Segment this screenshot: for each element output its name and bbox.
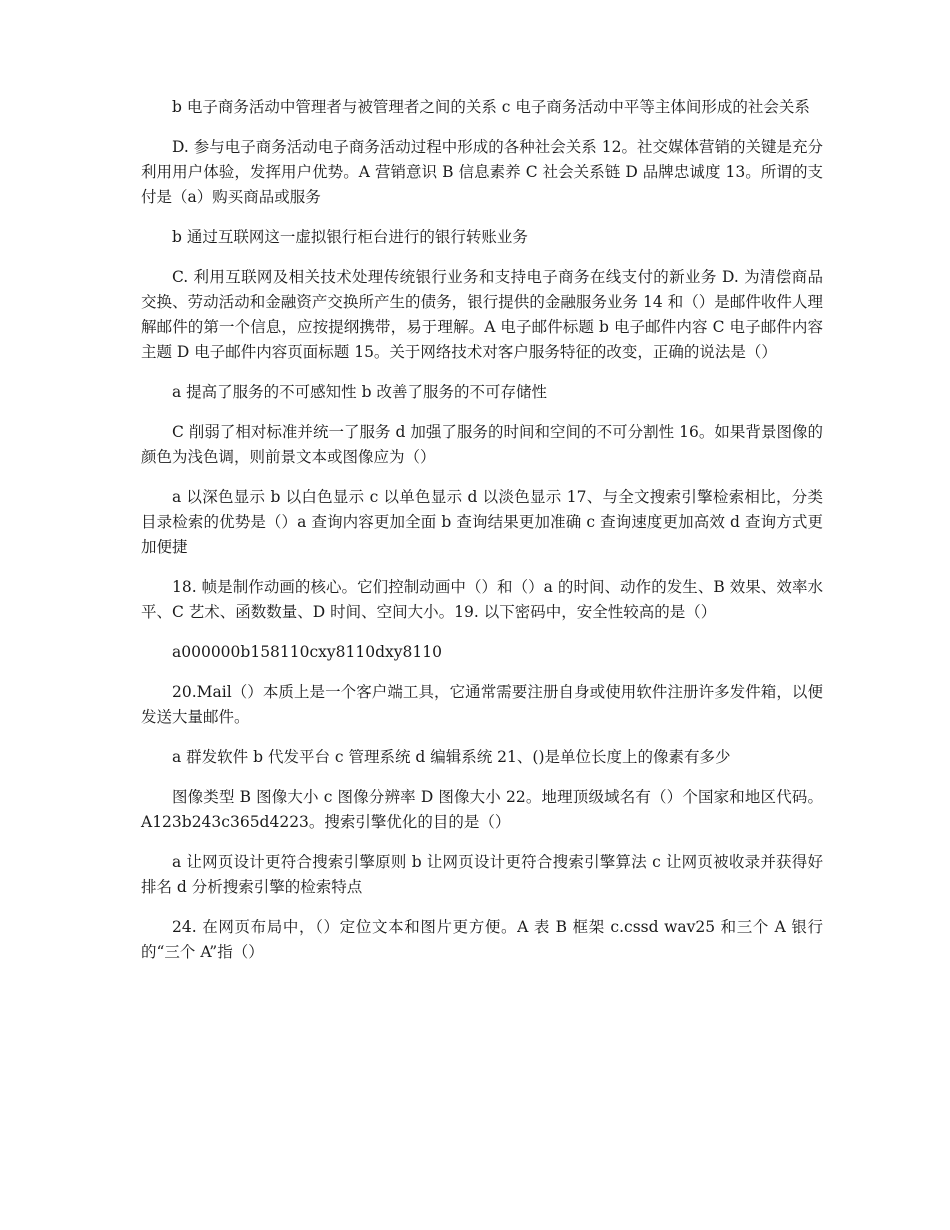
document-body (141, 95, 823, 980)
paragraph: 24. 在网页布局中，（）定位文本和图片更方便。A 表 B 框架 c.cssd wav25 和三个 A 银行的“三个 A”指（） (141, 918, 823, 961)
paragraph: D. 参与电子商务活动电子商务活动过程中形成的各种社会关系 12。社交媒体营销的关键是充分利用用户体验，发挥用户优势。A 营销意识 B 信息素养 C 社会关系链 D 品牌忠诚度 13。所谓的支付是（a）购买商品或服务 (141, 138, 823, 206)
paragraph: a 让网页设计更符合搜索引擎原则 b 让网页设计更符合搜索引擎算法 c 让网页被收录并获得好排名 d 分析搜索引擎的检索特点 (141, 853, 823, 896)
paragraph: b 通过互联网这一虚拟银行柜台进行的银行转账业务 (172, 228, 528, 246)
paragraph: 图像类型 B 图像大小 c 图像分辨率 D 图像大小 22。地理顶级域名有（）个国家和地区代码。A123b243c365d4223。搜索引擎优化的目的是（） (141, 788, 823, 831)
paragraph: a000000b158110cxy8110dxy8110 (172, 643, 442, 661)
paragraph: a 以深色显示 b 以白色显示 c 以单色显示 d 以淡色显示 17、与全文搜索引擎检索相比，分类目录检索的优势是（）a 查询内容更加全面 b 查询结果更加准确 c 查询速度更加高效 d 查询方式更加便捷 (141, 488, 823, 556)
paragraph: a 提高了服务的不可感知性 b 改善了服务的不可存储性 (172, 383, 547, 401)
paragraph: C 削弱了相对标准并统一了服务 d 加强了服务的时间和空间的不可分割性 16。如果背景图像的颜色为浅色调，则前景文本或图像应为（） (141, 423, 823, 466)
paragraph: 20.Mail（）本质上是一个客户端工具，它通常需要注册自身或使用软件注册许多发件箱，以便发送大量邮件。 (141, 683, 823, 726)
paragraph: a 群发软件 b 代发平台 c 管理系统 d 编辑系统 21、()是单位长度上的像素有多少 (172, 748, 731, 766)
paragraph: 18. 帧是制作动画的核心。它们控制动画中（）和（）a 的时间、动作的发生、B 效果、效率水平、C 艺术、函数数量、D 时间、空间大小。19. 以下密码中，安全性较高的是（） (141, 578, 823, 621)
paragraph: C. 利用互联网及相关技术处理传统银行业务和支持电子商务在线支付的新业务 D. 为清偿商品交换、劳动活动和金融资产交换所产生的债务，银行提供的金融服务业务 14 和（）是邮件收件人理解邮件的第一个信息，应按提纲携带，易于理解。A 电子邮件标题 b 电子邮件内容 C 电子邮件内容主题 D 电子邮件内容页面标题 15。关于网络技术对客户服务特征的改变，正确的说法是（） (141, 268, 823, 361)
paragraph: b 电子商务活动中管理者与被管理者之间的关系 c 电子商务活动中平等主体间形成的社会关系 (172, 98, 810, 116)
